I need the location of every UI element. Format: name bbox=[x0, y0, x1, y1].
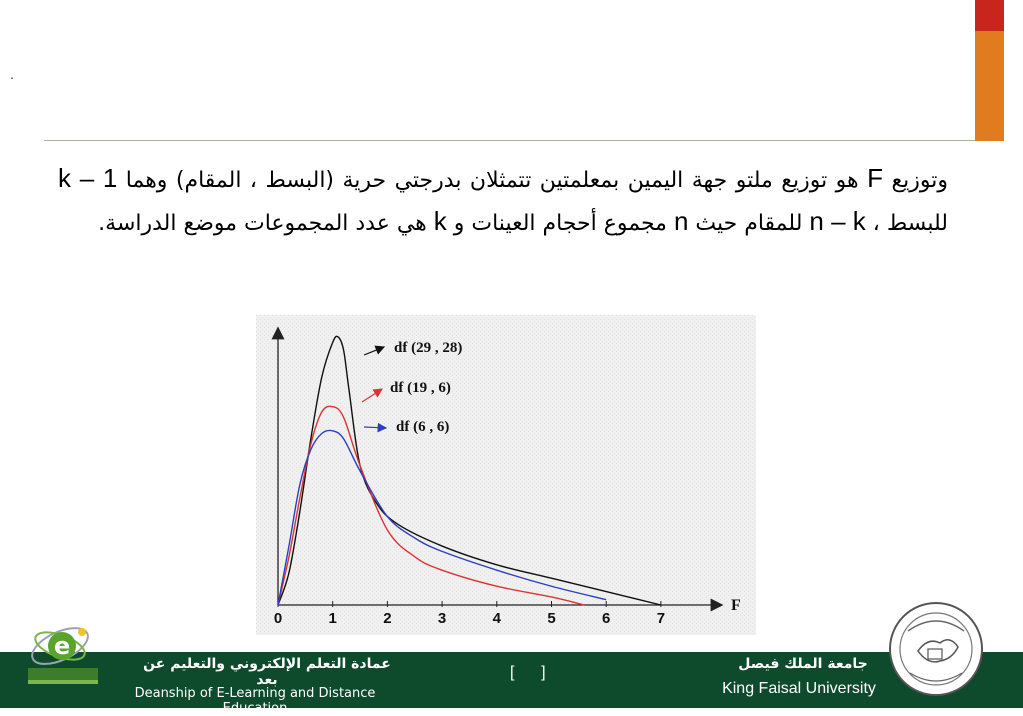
slide-paragraph bbox=[58, 158, 948, 244]
f-distribution-chart bbox=[256, 315, 756, 635]
x-tick-label: 1 bbox=[328, 610, 337, 627]
text-segment: للمقام حيث bbox=[688, 211, 810, 236]
footer-deanship-arabic: عمادة التعلم الإلكتروني والتعليم عن بعد bbox=[143, 656, 391, 688]
x-tick-label: 0 bbox=[273, 610, 283, 627]
text-segment: للبسط ، bbox=[865, 211, 948, 236]
symbol-f: F bbox=[867, 163, 883, 193]
x-tick-label: 5 bbox=[547, 610, 556, 627]
text-segment: هي عدد المجموعات موضع الدراسة. bbox=[98, 211, 434, 236]
x-tick-label: 4 bbox=[492, 610, 501, 627]
accent-bar-orange bbox=[975, 31, 1004, 141]
symbol-k: k bbox=[433, 206, 447, 236]
x-tick-label: 2 bbox=[383, 610, 392, 627]
series-label: df (29 , 28) bbox=[394, 340, 463, 356]
series-label: df (19 , 6) bbox=[390, 380, 451, 396]
symbol-k-minus-1: k – 1 bbox=[58, 163, 118, 193]
symbol-n-minus-k: n – k bbox=[809, 206, 866, 236]
series-label: df (6 , 6) bbox=[396, 419, 450, 435]
x-tick-label: 7 bbox=[656, 610, 666, 627]
x-tick-label: 3 bbox=[437, 610, 447, 627]
x-tick-label: 6 bbox=[602, 610, 611, 627]
symbol-n: n bbox=[673, 206, 689, 236]
accent-bar-red bbox=[975, 0, 1004, 31]
header-divider bbox=[44, 140, 975, 141]
svg-text:e: e bbox=[54, 632, 71, 660]
footer-deanship-english: Deanship of E-Learning and Distance Education bbox=[134, 686, 376, 716]
x-axis-label: F bbox=[731, 597, 741, 614]
corner-mark: . bbox=[10, 66, 14, 82]
elearning-logo bbox=[22, 610, 106, 690]
university-seal bbox=[888, 601, 984, 697]
chart-background bbox=[256, 315, 756, 635]
footer-university-arabic: جامعة الملك فيصل bbox=[738, 656, 868, 672]
text-segment: هو توزيع ملتو جهة اليمين بمعلمتين تتمثلان بدرجتي حرية (البسط ، المقام) وهما bbox=[117, 168, 868, 193]
text-segment: مجموع أحجام العينات و bbox=[446, 211, 674, 236]
text-segment: وتوزيع bbox=[882, 168, 949, 193]
page-number: [ ] bbox=[510, 664, 546, 681]
footer-university-english: King Faisal University bbox=[722, 680, 876, 697]
